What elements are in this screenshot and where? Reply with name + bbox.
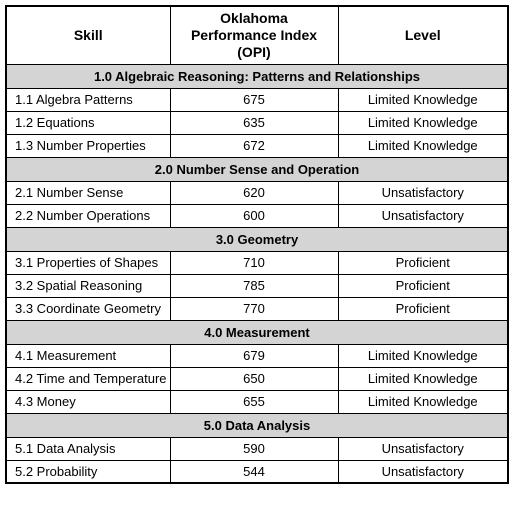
header-opi: Oklahoma Performance Index (OPI) bbox=[170, 6, 338, 64]
table-row bbox=[6, 111, 508, 134]
opi-cell: 679 bbox=[170, 344, 338, 367]
opi-cell: 544 bbox=[170, 460, 338, 483]
skill-cell: 1.1 Algebra Patterns bbox=[6, 88, 170, 111]
opi-cell: 635 bbox=[170, 111, 338, 134]
level-cell: Unsatisfactory bbox=[338, 204, 508, 227]
opi-cell: 675 bbox=[170, 88, 338, 111]
header-row bbox=[6, 6, 508, 64]
skill-cell: 1.2 Equations bbox=[6, 111, 170, 134]
skill-cell: 4.3 Money bbox=[6, 390, 170, 413]
level-cell: Unsatisfactory bbox=[338, 437, 508, 460]
section-header-row bbox=[6, 227, 508, 251]
level-cell: Proficient bbox=[338, 274, 508, 297]
level-cell: Proficient bbox=[338, 297, 508, 320]
table-row bbox=[6, 344, 508, 367]
level-cell: Limited Knowledge bbox=[338, 367, 508, 390]
table-row bbox=[6, 274, 508, 297]
skill-cell: 4.2 Time and Temperature bbox=[6, 367, 170, 390]
opi-cell: 650 bbox=[170, 367, 338, 390]
header-level: Level bbox=[338, 6, 508, 64]
section-header-row bbox=[6, 64, 508, 88]
opi-cell: 785 bbox=[170, 274, 338, 297]
level-cell: Unsatisfactory bbox=[338, 460, 508, 483]
skill-cell: 3.2 Spatial Reasoning bbox=[6, 274, 170, 297]
section-title: 5.0 Data Analysis bbox=[6, 413, 508, 437]
section-header-row bbox=[6, 157, 508, 181]
opi-cell: 655 bbox=[170, 390, 338, 413]
level-cell: Limited Knowledge bbox=[338, 134, 508, 157]
level-cell: Limited Knowledge bbox=[338, 88, 508, 111]
table-row bbox=[6, 437, 508, 460]
section-title: 2.0 Number Sense and Operation bbox=[6, 157, 508, 181]
section-header-row bbox=[6, 320, 508, 344]
opi-cell: 672 bbox=[170, 134, 338, 157]
table-header bbox=[6, 6, 508, 64]
opi-results-table bbox=[5, 5, 509, 484]
table-row bbox=[6, 460, 508, 483]
level-cell: Limited Knowledge bbox=[338, 390, 508, 413]
table-row bbox=[6, 251, 508, 274]
skill-cell: 3.1 Properties of Shapes bbox=[6, 251, 170, 274]
table-row bbox=[6, 367, 508, 390]
table-body bbox=[6, 64, 508, 483]
skill-cell: 2.2 Number Operations bbox=[6, 204, 170, 227]
section-title: 4.0 Measurement bbox=[6, 320, 508, 344]
opi-cell: 770 bbox=[170, 297, 338, 320]
opi-cell: 620 bbox=[170, 181, 338, 204]
level-cell: Proficient bbox=[338, 251, 508, 274]
level-cell: Limited Knowledge bbox=[338, 344, 508, 367]
table-row bbox=[6, 297, 508, 320]
opi-cell: 600 bbox=[170, 204, 338, 227]
skill-cell: 1.3 Number Properties bbox=[6, 134, 170, 157]
skill-cell: 5.2 Probability bbox=[6, 460, 170, 483]
table-row bbox=[6, 181, 508, 204]
opi-cell: 710 bbox=[170, 251, 338, 274]
skill-cell: 2.1 Number Sense bbox=[6, 181, 170, 204]
level-cell: Limited Knowledge bbox=[338, 111, 508, 134]
section-title: 1.0 Algebraic Reasoning: Patterns and Relationships bbox=[6, 64, 508, 88]
skill-cell: 5.1 Data Analysis bbox=[6, 437, 170, 460]
table-row bbox=[6, 134, 508, 157]
skill-cell: 4.1 Measurement bbox=[6, 344, 170, 367]
skill-cell: 3.3 Coordinate Geometry bbox=[6, 297, 170, 320]
level-cell: Unsatisfactory bbox=[338, 181, 508, 204]
header-skill: Skill bbox=[6, 6, 170, 64]
section-header-row bbox=[6, 413, 508, 437]
opi-cell: 590 bbox=[170, 437, 338, 460]
table-row bbox=[6, 88, 508, 111]
table-row bbox=[6, 390, 508, 413]
table-row bbox=[6, 204, 508, 227]
section-title: 3.0 Geometry bbox=[6, 227, 508, 251]
